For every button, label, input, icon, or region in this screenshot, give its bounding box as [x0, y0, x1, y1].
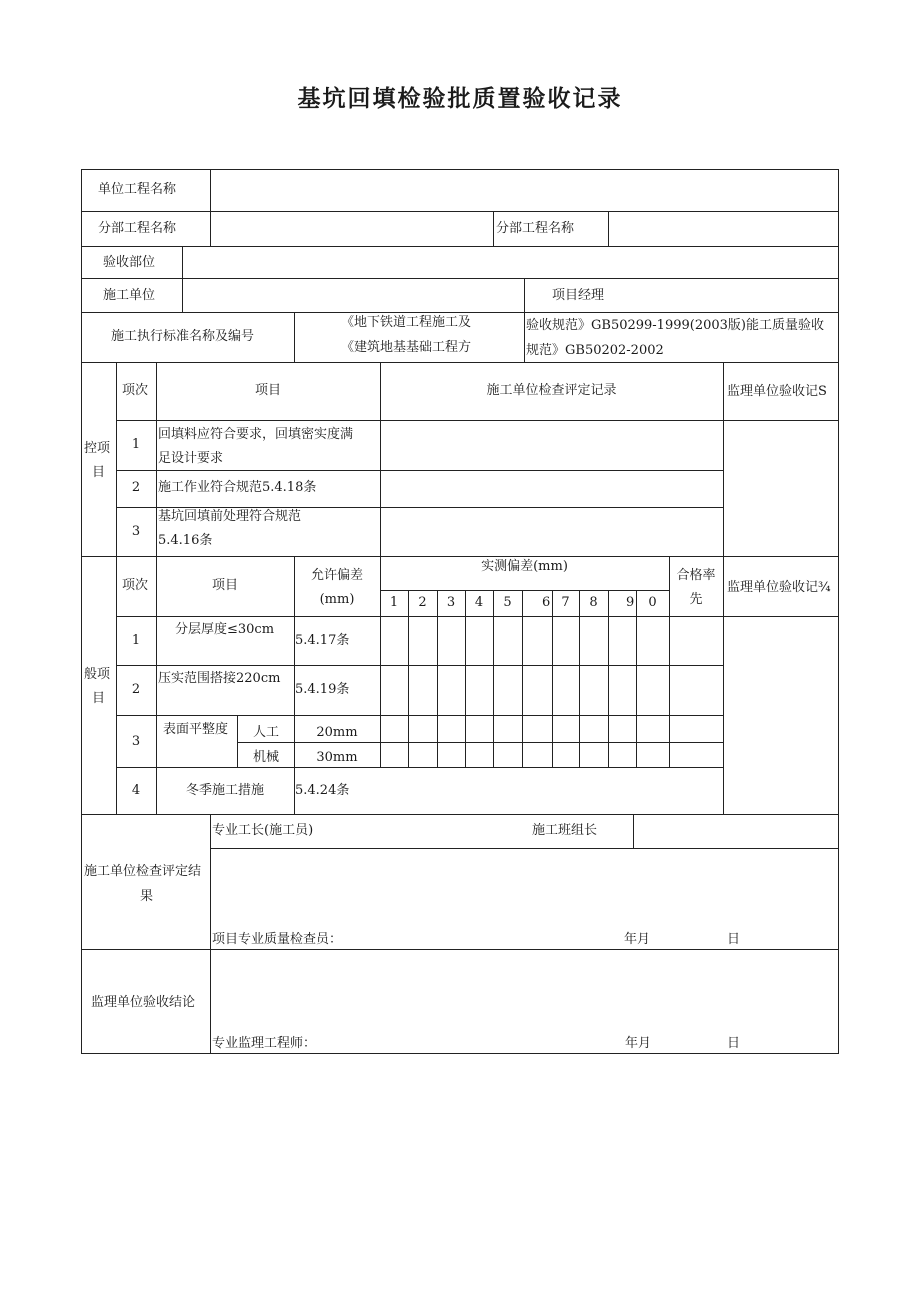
- general-col-no: 项次: [122, 578, 149, 593]
- measure-col-4: 4: [474, 595, 484, 610]
- page-title: 基坑回填检验批质置验收记录: [297, 85, 623, 112]
- general-item-2-no: 2: [131, 682, 141, 697]
- project-manager-label: 项目经理: [552, 288, 605, 303]
- inspector-label: 项目专业质量检查员：: [212, 932, 343, 947]
- standard-code-line1: 验收规范》GB50299-1999(2003版)能工质量验收: [526, 318, 824, 333]
- general-item-3-sub-1-allow: 20mm: [316, 725, 358, 740]
- main-item-3-text-2: 5.4.16条: [158, 533, 213, 548]
- result-year-month: 年月: [624, 932, 651, 947]
- measure-col-2: 2: [418, 595, 427, 610]
- general-col-supervision: 监理单位验收记¾: [727, 580, 831, 595]
- standard-name-line1: 《地下铁道工程施工及: [341, 315, 472, 330]
- measure-col-6: 6: [542, 595, 551, 610]
- measure-col-3: 3: [446, 595, 456, 610]
- main-control-label-2: 目: [92, 465, 106, 480]
- acceptance-part-label: 验收部位: [103, 255, 156, 270]
- result-label: 施工单位检查评定结: [84, 864, 202, 879]
- main-item-1-text-2: 足设计要求: [158, 451, 224, 466]
- main-col-supervision: 监理单位验收记S: [727, 384, 827, 399]
- main-col-item: 项目: [254, 383, 281, 398]
- main-col-record: 施工单位检查评定记录: [486, 383, 617, 398]
- sub-project-label-2: 分部工程名称: [496, 221, 575, 236]
- measure-col-1: 1: [389, 595, 399, 610]
- team-leader-label: 施工班组长: [532, 823, 598, 838]
- general-col-allow-unit: (mm): [319, 592, 355, 607]
- main-control-label: 控项: [84, 441, 111, 456]
- measure-col-8: 8: [589, 595, 598, 610]
- general-label-2: 目: [92, 691, 106, 706]
- general-item-1-name: 分层厚度≤30cm: [175, 622, 275, 637]
- general-item-4-name: 冬季施工措施: [185, 783, 264, 798]
- general-item-3-no: 3: [131, 734, 141, 749]
- result-day: 日: [727, 932, 741, 947]
- general-item-1-allow: 5.4.17条: [295, 633, 350, 648]
- conclusion-year-month: 年月: [625, 1036, 652, 1051]
- construction-unit-label: 施工单位: [103, 288, 156, 303]
- general-col-item: 项目: [211, 578, 238, 593]
- general-item-3-name: 表面平整度: [163, 722, 229, 737]
- general-col-pass: 合格率: [676, 568, 716, 583]
- result-label-2: 果: [140, 889, 154, 904]
- foreman-label: 专业工长(施工员): [212, 823, 314, 838]
- general-item-3-sub-2-name: 机械: [253, 750, 280, 765]
- main-item-1-text: 回填料应符合要求，回填密实度满: [158, 427, 354, 442]
- general-item-3-sub-1-name: 人工: [253, 725, 280, 740]
- main-col-no: 项次: [122, 383, 149, 398]
- general-item-4-no: 4: [131, 783, 141, 798]
- general-item-3-sub-2-allow: 30mm: [316, 750, 358, 765]
- general-col-allow: 允许偏差: [310, 568, 363, 583]
- sub-project-label: 分部工程名称: [98, 221, 177, 236]
- main-item-1-no: 1: [131, 437, 141, 452]
- measure-col-7: 7: [561, 595, 570, 610]
- measure-col-9: 9: [626, 595, 635, 610]
- general-item-2-name: 压实范围搭接220cm: [158, 671, 281, 686]
- inspection-form: [81, 169, 839, 1054]
- conclusion-day: 日: [727, 1036, 741, 1051]
- general-col-measured: 实测偏差(mm): [481, 559, 568, 574]
- standard-label: 施工执行标准名称及编号: [111, 329, 255, 344]
- engineer-label: 专业监理工程师：: [212, 1036, 317, 1051]
- conclusion-label: 监理单位验收结论: [91, 995, 196, 1010]
- general-label: 般项: [84, 667, 111, 682]
- general-item-4-allow: 5.4.24条: [295, 783, 350, 798]
- unit-project-label: 单位工程名称: [98, 182, 177, 197]
- standard-code-line2: 规范》GB50202-2002: [526, 343, 664, 358]
- main-item-2-no: 2: [131, 480, 141, 495]
- main-item-3-no: 3: [131, 524, 141, 539]
- main-item-2-text: 施工作业符合规范5.4.18条: [158, 480, 317, 495]
- main-item-3-text: 基坑回填前处理符合规范: [158, 509, 302, 524]
- standard-name-line2: 《建筑地基基础工程方: [341, 340, 472, 355]
- general-item-2-allow: 5.4.19条: [295, 682, 350, 697]
- general-item-1-no: 1: [131, 633, 141, 648]
- general-col-pass-2: 先: [689, 592, 703, 607]
- measure-col-10: 0: [648, 595, 657, 610]
- measure-col-5: 5: [503, 595, 512, 610]
